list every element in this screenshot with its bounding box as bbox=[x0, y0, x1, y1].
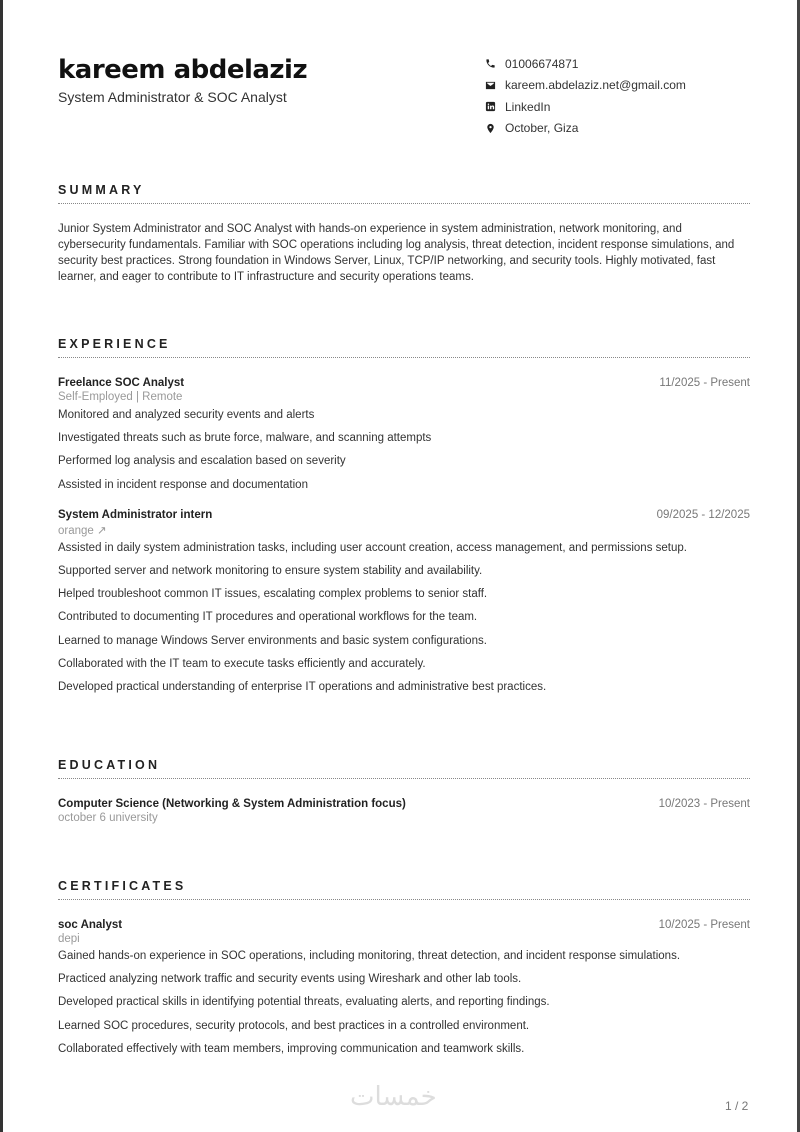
school: october 6 university bbox=[58, 812, 158, 824]
divider bbox=[58, 203, 750, 204]
contact-email[interactable] bbox=[485, 75, 686, 97]
certificate-org: depi bbox=[58, 933, 80, 945]
certificate-date: 10/2025 - Present bbox=[658, 919, 750, 931]
list-item: Supported server and network monitoring to ensure system stability and availability. bbox=[58, 564, 483, 577]
page-number: 1 / 2 bbox=[725, 1099, 749, 1113]
degree: Computer Science (Networking & System Administration focus) bbox=[58, 798, 406, 810]
linkedin-icon bbox=[485, 101, 496, 112]
list-item: Assisted in daily system administration tasks, including user account creation, access management, and permissions setup. bbox=[58, 541, 687, 554]
contact-location bbox=[485, 118, 686, 140]
window-edge-left bbox=[0, 0, 3, 1132]
list-item: Helped troubleshoot common IT issues, escalating complex problems to senior staff. bbox=[58, 588, 488, 601]
location-icon bbox=[485, 123, 496, 134]
job-title: Freelance SOC Analyst bbox=[58, 377, 185, 389]
divider bbox=[58, 357, 750, 358]
mail-icon bbox=[485, 80, 496, 91]
experience-section bbox=[58, 337, 750, 699]
list-item: Learned SOC procedures, security protocols, and best practices in a controlled environment. bbox=[58, 1019, 530, 1032]
list-item: Developed practical skills in identifying potential threats, evaluating alerts, and reporting findings. bbox=[58, 996, 550, 1009]
contact-phone bbox=[485, 53, 686, 75]
job-org: Self-Employed | Remote bbox=[58, 391, 183, 403]
list-item: Contributed to documenting IT procedures and operational workflows for the team. bbox=[58, 611, 478, 624]
list-item: Investigated threats such as brute force, malware, and scanning attempts bbox=[58, 432, 432, 445]
email-link[interactable]: kareem.abdelaziz.net@gmail.com bbox=[505, 78, 686, 93]
watermark-logo: خمسات bbox=[350, 1082, 437, 1112]
list-item: Learned to manage Windows Server environments and basic system configurations. bbox=[58, 634, 487, 647]
experience-entry bbox=[58, 377, 750, 497]
education-section bbox=[58, 758, 750, 824]
list-item: Collaborated effectively with team members, improving communication and teamwork skills. bbox=[58, 1042, 525, 1055]
certificates-section bbox=[58, 879, 750, 1061]
list-item: Assisted in incident response and documentation bbox=[58, 478, 308, 491]
list-item: Gained hands-on experience in SOC operations, including monitoring, threat detection, and incident response simulations. bbox=[58, 950, 681, 962]
section-heading: CERTIFICATES bbox=[58, 879, 187, 893]
list-item: Practiced analyzing network traffic and security events using Wireshark and other lab tools. bbox=[58, 973, 522, 986]
list-item: Collaborated with the IT team to execute tasks efficiently and accurately. bbox=[58, 657, 426, 670]
certificate-name: soc Analyst bbox=[58, 919, 123, 931]
education-entry bbox=[58, 798, 750, 824]
divider bbox=[58, 778, 750, 779]
certificate-entry bbox=[58, 919, 750, 1061]
phone-icon bbox=[485, 58, 496, 69]
divider bbox=[58, 899, 750, 900]
phone-text: 01006674871 bbox=[505, 56, 579, 71]
section-heading: SUMMARY bbox=[58, 183, 145, 197]
list-item: Developed practical understanding of enterprise IT operations and administrative best practices. bbox=[58, 680, 547, 693]
summary-section bbox=[58, 183, 750, 285]
summary-text: Junior System Administrator and SOC Analyst with hands-on experience in system administration, network monitoring, and cybersecurity fundamentals. Familiar with SOC operations including log analysis, threat detection, incident response simulations, and security best practices. Strong foundation in Windows Server, Linux, TCP/IP networking, and security tools. Highly motivated, fast learner, and eager to contribute to IT infrastructure and security operations teams. bbox=[58, 223, 735, 283]
job-org-link[interactable]: orange ↗ bbox=[58, 524, 107, 537]
job-title: System Administrator intern bbox=[58, 508, 213, 521]
candidate-name: kareem abdelaziz bbox=[58, 55, 308, 85]
contact-list bbox=[485, 53, 686, 139]
list-item: Performed log analysis and escalation based on severity bbox=[58, 455, 346, 468]
experience-entry bbox=[58, 509, 750, 699]
job-date: 11/2025 - Present bbox=[659, 377, 750, 389]
location-text: October, Giza bbox=[505, 121, 579, 136]
job-date: 09/2025 - 12/2025 bbox=[656, 508, 750, 521]
contact-linkedin[interactable] bbox=[485, 96, 686, 118]
section-heading: EDUCATION bbox=[58, 758, 161, 772]
list-item: Monitored and analyzed security events and alerts bbox=[58, 409, 315, 421]
candidate-role: System Administrator & SOC Analyst bbox=[58, 89, 287, 105]
linkedin-link[interactable]: LinkedIn bbox=[505, 99, 551, 114]
section-heading: EXPERIENCE bbox=[58, 337, 171, 351]
education-date: 10/2023 - Present bbox=[658, 798, 750, 810]
